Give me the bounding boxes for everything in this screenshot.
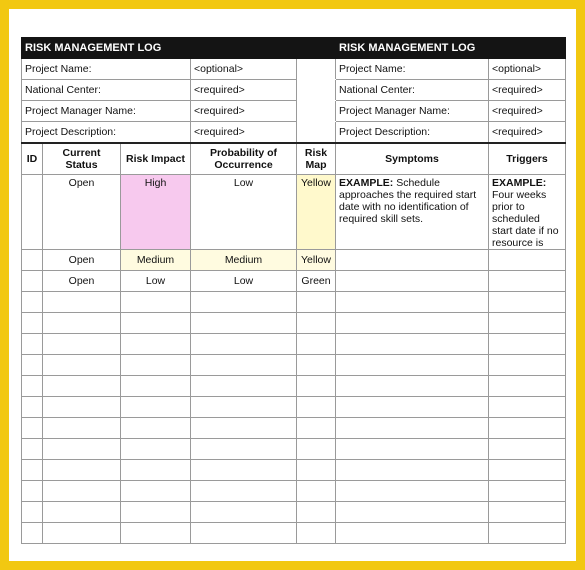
cell-risk-map[interactable] [297, 460, 336, 481]
info-label: Project Name: [22, 59, 191, 80]
table-row [22, 481, 566, 502]
cell-triggers[interactable] [489, 271, 566, 292]
cell-id[interactable] [22, 439, 43, 460]
cell-probability[interactable] [191, 397, 297, 418]
info-label-right: Project Description: [336, 122, 489, 143]
cell-probability[interactable] [191, 481, 297, 502]
cell-probability[interactable]: Medium [191, 250, 297, 271]
cell-probability[interactable] [191, 523, 297, 544]
cell-risk-map[interactable] [297, 313, 336, 334]
info-label: National Center: [22, 80, 191, 101]
cell-impact[interactable] [121, 313, 191, 334]
table-row [22, 460, 566, 481]
cell-probability[interactable] [191, 355, 297, 376]
cell-impact[interactable]: Medium [121, 250, 191, 271]
cell-risk-map[interactable] [297, 376, 336, 397]
cell-probability[interactable] [191, 313, 297, 334]
empty-rows [22, 292, 566, 544]
cell-probability[interactable] [191, 334, 297, 355]
table-row [22, 523, 566, 544]
cell-symptoms[interactable] [336, 460, 489, 481]
cell-probability[interactable] [191, 439, 297, 460]
cell-status[interactable] [43, 523, 121, 544]
cell-impact[interactable] [121, 376, 191, 397]
table-row [22, 271, 566, 292]
cell-triggers[interactable] [489, 481, 566, 502]
risk-log-table [21, 37, 566, 544]
cell-risk-map[interactable] [297, 439, 336, 460]
symptoms-text: Schedule approaches the required start date with no identification of required skill sets. [339, 177, 477, 225]
cell-impact[interactable] [121, 397, 191, 418]
table-row [22, 175, 566, 250]
cell-triggers[interactable] [489, 397, 566, 418]
table-row [22, 292, 566, 313]
spacer-cell [297, 122, 336, 143]
right-title: RISK MANAGEMENT LOG [336, 38, 566, 59]
title-row [22, 38, 566, 59]
table-row [22, 397, 566, 418]
cell-impact[interactable] [121, 523, 191, 544]
cell-symptoms[interactable] [336, 523, 489, 544]
info-value-right[interactable]: <required> [489, 101, 566, 122]
cell-risk-map[interactable] [297, 292, 336, 313]
cell-triggers[interactable] [489, 292, 566, 313]
cell-status[interactable] [43, 502, 121, 523]
cell-symptoms[interactable] [336, 313, 489, 334]
cell-probability[interactable] [191, 292, 297, 313]
cell-symptoms[interactable] [336, 502, 489, 523]
info-value-right[interactable]: <required> [489, 80, 566, 101]
cell-risk-map[interactable] [297, 502, 336, 523]
col-symptoms: Symptoms [336, 143, 489, 175]
cell-id[interactable] [22, 418, 43, 439]
spacer-cell [297, 101, 336, 122]
cell-impact[interactable] [121, 481, 191, 502]
cell-symptoms[interactable] [336, 481, 489, 502]
cell-probability[interactable] [191, 460, 297, 481]
cell-status[interactable] [43, 292, 121, 313]
cell-triggers[interactable] [489, 460, 566, 481]
cell-symptoms[interactable] [336, 292, 489, 313]
table-row [22, 334, 566, 355]
cell-impact[interactable] [121, 355, 191, 376]
cell-id[interactable] [22, 313, 43, 334]
cell-triggers[interactable] [489, 355, 566, 376]
cell-triggers[interactable] [489, 418, 566, 439]
cell-probability[interactable]: Low [191, 175, 297, 250]
cell-symptoms[interactable] [336, 418, 489, 439]
cell-symptoms[interactable] [336, 439, 489, 460]
cell-id[interactable] [22, 376, 43, 397]
col-risk-map: Risk Map [297, 143, 336, 175]
cell-symptoms[interactable] [336, 250, 489, 271]
cell-impact[interactable] [121, 439, 191, 460]
cell-risk-map[interactable] [297, 523, 336, 544]
cell-impact[interactable]: High [121, 175, 191, 250]
column-header-row [22, 143, 566, 175]
cell-symptoms[interactable] [336, 376, 489, 397]
col-id: ID [22, 143, 43, 175]
info-row [22, 101, 566, 122]
col-current-status: Current Status [43, 143, 121, 175]
cell-impact[interactable]: Low [121, 271, 191, 292]
cell-risk-map[interactable]: Yellow [297, 250, 336, 271]
cell-impact[interactable] [121, 460, 191, 481]
cell-id[interactable] [22, 250, 43, 271]
info-value[interactable]: <required> [191, 122, 297, 143]
cell-probability[interactable] [191, 376, 297, 397]
cell-id[interactable] [22, 355, 43, 376]
table-row [22, 313, 566, 334]
info-value[interactable]: <optional> [191, 59, 297, 80]
cell-status[interactable] [43, 313, 121, 334]
cell-status[interactable]: Open [43, 250, 121, 271]
info-row [22, 59, 566, 80]
info-value[interactable]: <required> [191, 80, 297, 101]
cell-symptoms[interactable] [336, 355, 489, 376]
info-label-right: Project Name: [336, 59, 489, 80]
info-label-right: National Center: [336, 80, 489, 101]
cell-impact[interactable] [121, 502, 191, 523]
info-row [22, 80, 566, 101]
info-row [22, 122, 566, 143]
cell-triggers[interactable] [489, 523, 566, 544]
table-row [22, 418, 566, 439]
info-value-right[interactable]: <optional> [489, 59, 566, 80]
cell-status[interactable] [43, 481, 121, 502]
cell-risk-map[interactable] [297, 355, 336, 376]
table-row [22, 355, 566, 376]
info-value-right[interactable]: <required> [489, 122, 566, 143]
example-label: EXAMPLE: [339, 177, 394, 189]
cell-risk-map[interactable]: Green [297, 271, 336, 292]
cell-probability[interactable]: Low [191, 271, 297, 292]
cell-id[interactable] [22, 271, 43, 292]
info-label: Project Manager Name: [22, 101, 191, 122]
cell-id[interactable] [22, 523, 43, 544]
table-row [22, 439, 566, 460]
spacer-cell [297, 80, 336, 101]
cell-probability[interactable] [191, 418, 297, 439]
cell-status[interactable]: Open [43, 271, 121, 292]
cell-status[interactable] [43, 376, 121, 397]
cell-id[interactable] [22, 481, 43, 502]
col-risk-impact: Risk Impact [121, 143, 191, 175]
col-probability: Probability of Occurrence [191, 143, 297, 175]
cell-triggers[interactable] [489, 334, 566, 355]
table-row [22, 376, 566, 397]
cell-status[interactable]: Open [43, 175, 121, 250]
cell-status[interactable] [43, 334, 121, 355]
cell-impact[interactable] [121, 334, 191, 355]
risk-log-sheet [9, 9, 576, 561]
cell-risk-map[interactable] [297, 397, 336, 418]
table-row [22, 250, 566, 271]
cell-triggers[interactable] [489, 502, 566, 523]
cell-id[interactable] [22, 334, 43, 355]
cell-status[interactable] [43, 397, 121, 418]
col-triggers: Triggers [489, 143, 566, 175]
cell-status[interactable] [43, 460, 121, 481]
cell-triggers[interactable] [489, 175, 566, 250]
cell-id[interactable] [22, 175, 43, 250]
cell-risk-map[interactable] [297, 334, 336, 355]
cell-triggers[interactable] [489, 439, 566, 460]
cell-triggers[interactable] [489, 313, 566, 334]
cell-symptoms[interactable] [336, 397, 489, 418]
cell-symptoms[interactable] [336, 271, 489, 292]
cell-status[interactable] [43, 355, 121, 376]
cell-id[interactable] [22, 292, 43, 313]
triggers-text: Four weeks prior to scheduled start date if no resource is [492, 189, 559, 249]
table-row [22, 502, 566, 523]
cell-status[interactable] [43, 418, 121, 439]
cell-probability[interactable] [191, 502, 297, 523]
cell-symptoms[interactable] [336, 334, 489, 355]
spacer-cell [297, 59, 336, 80]
cell-risk-map[interactable] [297, 481, 336, 502]
left-title: RISK MANAGEMENT LOG [22, 38, 336, 59]
info-label: Project Description: [22, 122, 191, 143]
cell-id[interactable] [22, 502, 43, 523]
cell-status[interactable] [43, 439, 121, 460]
cell-risk-map[interactable]: Yellow [297, 175, 336, 250]
cell-triggers[interactable] [489, 250, 566, 271]
cell-id[interactable] [22, 460, 43, 481]
cell-risk-map[interactable] [297, 418, 336, 439]
cell-triggers[interactable] [489, 376, 566, 397]
cell-impact[interactable] [121, 418, 191, 439]
cell-symptoms[interactable] [336, 175, 489, 250]
cell-impact[interactable] [121, 292, 191, 313]
info-value[interactable]: <required> [191, 101, 297, 122]
info-label-right: Project Manager Name: [336, 101, 489, 122]
cell-id[interactable] [22, 397, 43, 418]
example-label: EXAMPLE: [492, 177, 547, 189]
